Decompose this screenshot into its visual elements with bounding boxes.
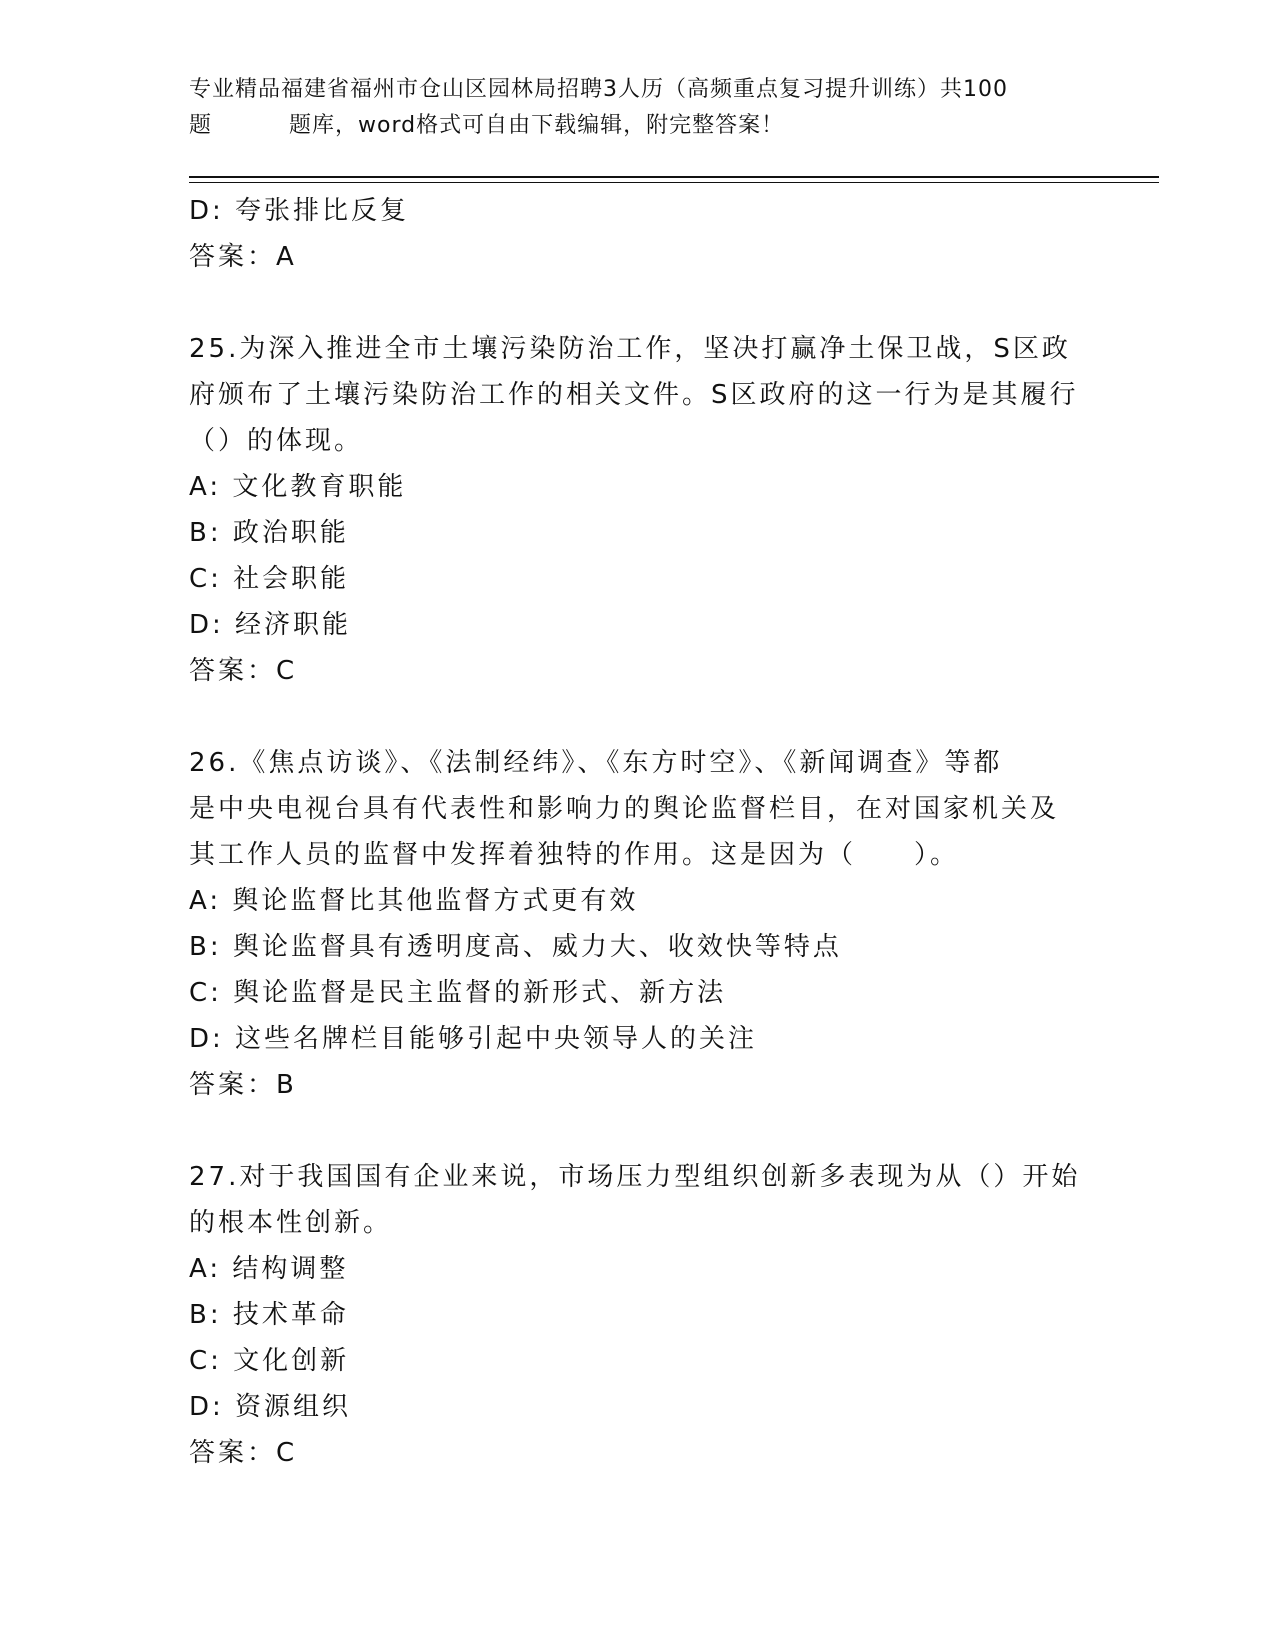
header-title-line2-left: 题 [189, 113, 213, 138]
question-stem-line: 26.《焦点访谈》、《法制经纬》、《东方时空》、《新闻调查》等都 [189, 748, 1003, 778]
option-b: B: 技术革命 [189, 1300, 349, 1330]
option-d: D: 经济职能 [189, 610, 352, 640]
question-24-tail [189, 188, 1089, 280]
header-title-line1: 专业精品福建省福州市仓山区园林局招聘3人历（高频重点复习提升训练）共100 [189, 77, 1008, 102]
document-body [189, 188, 1089, 1476]
header-divider-thin [189, 182, 1159, 183]
question-stem-line: （）的体现。 [189, 426, 364, 456]
answer-line: 答案：B [189, 1070, 297, 1100]
header-title-line2 [189, 108, 1089, 144]
option-c: C: 文化创新 [189, 1346, 350, 1376]
header-divider-thick [189, 176, 1159, 178]
option-c: C: 社会职能 [189, 564, 350, 594]
question-26 [189, 740, 1089, 1108]
answer-line: 答案：C [189, 656, 298, 686]
option-b: B: 舆论监督具有透明度高、威力大、收效快等特点 [189, 932, 842, 962]
option-a: A: 文化教育职能 [189, 472, 407, 502]
option-a: A: 舆论监督比其他监督方式更有效 [189, 886, 639, 916]
question-stem-line: 25.为深入推进全市土壤污染防治工作，坚决打赢净土保卫战，S区政 [189, 334, 1071, 364]
option-d: D: 这些名牌栏目能够引起中央领导人的关注 [189, 1024, 758, 1054]
spacer [189, 1108, 1089, 1154]
answer-line: 答案：C [189, 1438, 298, 1468]
question-stem-line: 其工作人员的监督中发挥着独特的作用。这是因为（ ）。 [189, 840, 960, 870]
spacer [189, 694, 1089, 740]
question-stem-line: 27.对于我国国有企业来说，市场压力型组织创新多表现为从（）开始 [189, 1162, 1081, 1192]
option-d: D: 夸张排比反复 [189, 196, 410, 226]
question-25 [189, 326, 1089, 694]
question-27 [189, 1154, 1089, 1476]
spacer [189, 280, 1089, 326]
question-stem-line: 的根本性创新。 [189, 1208, 393, 1238]
page-header [189, 72, 1089, 144]
option-a: A: 结构调整 [189, 1254, 349, 1284]
question-stem-line: 府颁布了土壤污染防治工作的相关文件。S区政府的这一行为是其履行 [189, 380, 1079, 410]
answer-line: 答案：A [189, 242, 297, 272]
question-stem-line: 是中央电视台具有代表性和影响力的舆论监督栏目，在对国家机关及 [189, 794, 1060, 824]
header-title-line2-right: 题库，word格式可自由下载编辑，附完整答案！ [289, 113, 785, 138]
option-c: C: 舆论监督是民主监督的新形式、新方法 [189, 978, 727, 1008]
option-b: B: 政治职能 [189, 518, 349, 548]
option-d: D: 资源组织 [189, 1392, 352, 1422]
